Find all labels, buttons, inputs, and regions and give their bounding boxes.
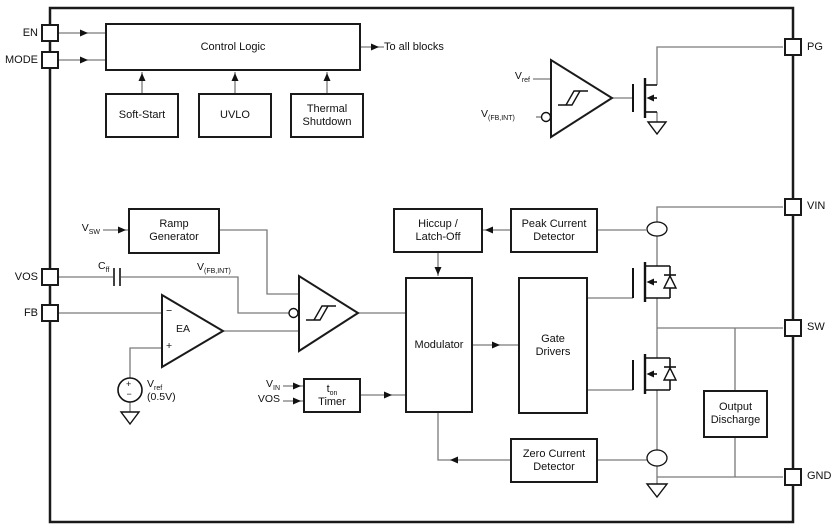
vos-timer-label: VOS xyxy=(257,393,280,405)
error-amp-plus: + xyxy=(166,340,173,352)
ground-icon-power xyxy=(647,484,667,497)
pin-label-mode: MODE xyxy=(5,54,38,66)
low-side-mosfet xyxy=(633,354,676,394)
pin-fb xyxy=(41,304,59,322)
pin-label-vos: VOS xyxy=(14,271,38,283)
pin-label-sw: SW xyxy=(807,321,825,333)
pin-mode xyxy=(41,51,59,69)
vref-source-plus: + xyxy=(126,379,132,389)
pin-en xyxy=(41,24,59,42)
pin-vos xyxy=(41,268,59,286)
vfbint-node-label: $V_{(FB,INT)}$ xyxy=(197,261,231,276)
vfbint-pg-label: $V_{(FB,INT)}$ xyxy=(481,108,515,123)
block-ramp-generator: Ramp Generator xyxy=(128,208,220,254)
block-gate-drivers: Gate Drivers xyxy=(518,277,588,414)
block-zero-current-detector: Zero Current Detector xyxy=(510,438,598,483)
pin-gnd xyxy=(784,468,802,486)
error-amp-minus: − xyxy=(166,305,173,317)
block-peak-current-detector: Peak Current Detector xyxy=(510,208,598,253)
body-diode-icon xyxy=(664,358,676,390)
vref-source-minus: − xyxy=(126,389,132,399)
pin-label-gnd: GND xyxy=(807,470,832,482)
high-side-mosfet xyxy=(633,262,676,302)
vin-timer-label: $V_{IN}$ xyxy=(265,378,280,393)
block-hiccup-latch-off: Hiccup / Latch-Off xyxy=(393,208,483,253)
inverting-bubble xyxy=(542,113,551,122)
pin-label-pg: PG xyxy=(807,41,823,53)
ground-icon-vref xyxy=(121,412,139,424)
pg-comparator-triangle xyxy=(542,60,613,137)
block-control-logic: Control Logic xyxy=(105,23,361,71)
pin-label-fb: FB xyxy=(23,307,38,319)
chip-border xyxy=(50,8,793,522)
to-all-blocks-label: To all blocks xyxy=(384,41,444,53)
pin-vin xyxy=(784,198,802,216)
pg-mosfet xyxy=(633,78,657,118)
inverting-bubble xyxy=(289,309,298,318)
block-modulator: Modulator xyxy=(405,277,473,413)
vref-value-label: $V_{ref}$ xyxy=(147,378,163,393)
body-diode-icon xyxy=(664,266,676,298)
vsw-label: $V_{SW}$ xyxy=(81,222,100,237)
block-soft-start: Soft-Start xyxy=(105,93,179,138)
vref-pg-label: $V_{ref}$ xyxy=(514,70,530,85)
block-output-discharge: Output Discharge xyxy=(703,390,768,438)
vref-value-volts: (0.5V) xyxy=(147,391,176,403)
current-sense-top-icon xyxy=(647,222,667,236)
ground-icon-pg xyxy=(648,122,666,134)
cff-label: $C_{ff}$ xyxy=(98,260,110,275)
pin-pg xyxy=(784,38,802,56)
pin-sw xyxy=(784,319,802,337)
pin-label-vin: VIN xyxy=(807,200,826,212)
error-amp-label: EA xyxy=(176,323,191,335)
pin-label-en: EN xyxy=(22,27,38,39)
block-thermal-shutdown: Thermal Shutdown xyxy=(290,93,364,138)
block-uvlo: UVLO xyxy=(198,93,272,138)
capacitor-icon xyxy=(114,268,120,286)
main-comparator-triangle xyxy=(289,276,358,351)
current-sense-bottom-icon xyxy=(647,450,667,466)
block-ton-timer: $t_{on}$ Timer xyxy=(303,378,361,413)
